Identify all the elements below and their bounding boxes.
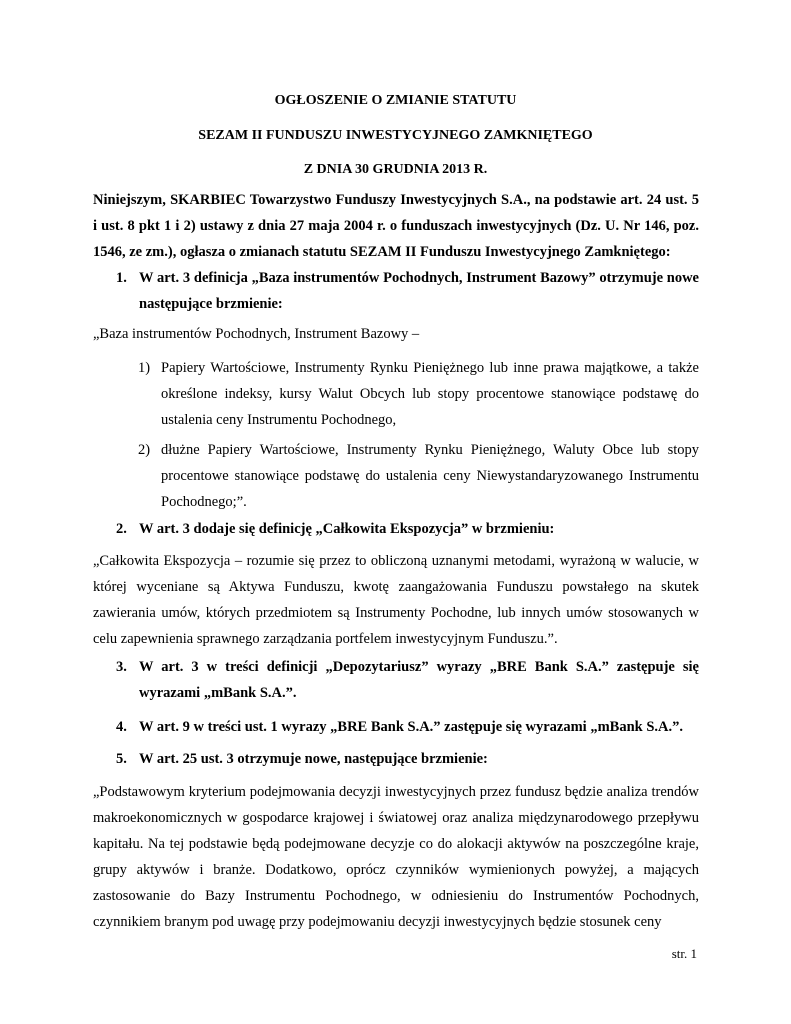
- item-4-heading: W art. 9 w treści ust. 1 wyrazy „BRE Bank S.A.” zastępuje się wyrazami „mBank S.A.”.: [139, 719, 684, 735]
- document-subtitle: SEZAM II FUNDUSZU INWESTYCYJNEGO ZAMKNIĘTEGO: [198, 128, 593, 143]
- subitem-2-number: 2): [138, 442, 151, 458]
- subitem-2-text: dłużne Papiery Wartościowe, Instrumenty Rynku Pieniężnego, Waluty Obce lub stopy procentowe stanowiące podstawę do ustalenia ceny Niewystandaryzowanego Instrumentu Pochodnego;”.: [161, 442, 699, 510]
- document-title: OGŁOSZENIE O ZMIANIE STATUTU: [274, 93, 517, 108]
- item-3-heading: W art. 3 w treści definicji „Depozytariusz” wyrazy „BRE Bank S.A.” zastępuje się wyrazami „mBank S.A.”.: [139, 659, 699, 701]
- item-2-heading: W art. 3 dodaje się definicję „Całkowita Ekspozycja” w brzmieniu:: [139, 521, 555, 537]
- subitem-1-text: Papiery Wartościowe, Instrumenty Rynku Pieniężnego lub inne prawa majątkowe, a także określone indeksy, kursy Walut Obcych lub stopy procentowe stanowiące podstawę do ustalenia ceny Instrumentu Pochodnego,: [161, 360, 699, 428]
- item-5-heading: W art. 25 ust. 3 otrzymuje nowe, następujące brzmienie:: [139, 751, 488, 767]
- item-3-number: 3.: [116, 659, 127, 675]
- item-4-number: 4.: [116, 719, 127, 735]
- item-2-body: „Całkowita Ekspozycja – rozumie się przez to obliczoną uznanymi metodami, wyrażoną w walucie, w której wyceniane są Aktywa Funduszu, kwotę zaangażowania Funduszu powstałego na skutek zawierania umów, których przedmiotem są Instrumenty Pochodne, lub innych umów stosowanych w celu zapewnienia sprawnego zarządzania portfelem inwestycyjnym Funduszu.”.: [93, 553, 699, 647]
- item-5-number: 5.: [116, 751, 127, 767]
- item-1-number: 1.: [116, 270, 127, 286]
- item-2-number: 2.: [116, 521, 127, 537]
- subitem-1-number: 1): [138, 360, 151, 376]
- item-1-quote-open: „Baza instrumentów Pochodnych, Instrument Bazowy –: [93, 326, 420, 342]
- item-5-body: „Podstawowym kryterium podejmowania decyzji inwestycyjnych przez fundusz będzie analiza trendów makroekonomicznych w gospodarce krajowej i światowej oraz analiza międzynarodowego przepływu kapitału. Na tej podstawie będą podejmowane decyzje co do alokacji aktywów na poszczególne kraje, grupy aktywów i branże. Dodatkowo, oprócz czynników wymienionych powyżej, a mających zastosowanie do Bazy Instrumentu Pochodnego, w odniesieniu do Instrumentów Pochodnych, czynnikiem branym pod uwagę przy podejmowaniu decyzji inwestycyjnych będzie stosunek ceny: [93, 784, 699, 930]
- document-date: Z DNIA 30 GRUDNIA 2013 R.: [303, 162, 488, 177]
- item-1-heading: W art. 3 definicja „Baza instrumentów Pochodnych, Instrument Bazowy” otrzymuje nowe następujące brzmienie:: [139, 270, 699, 312]
- page-number: str. 1: [671, 946, 697, 961]
- intro-paragraph: Niniejszym, SKARBIEC Towarzystwo Funduszy Inwestycyjnych S.A., na podstawie art. 24 ust. 5 i ust. 8 pkt 1 i 2) ustawy z dnia 27 maja 2004 r. o funduszach inwestycyjnych (Dz. U. Nr 146, poz. 1546, ze zm.), ogłasza o zmianach statutu SEZAM II Funduszu Inwestycyjnego Zamkniętego:: [93, 192, 699, 260]
